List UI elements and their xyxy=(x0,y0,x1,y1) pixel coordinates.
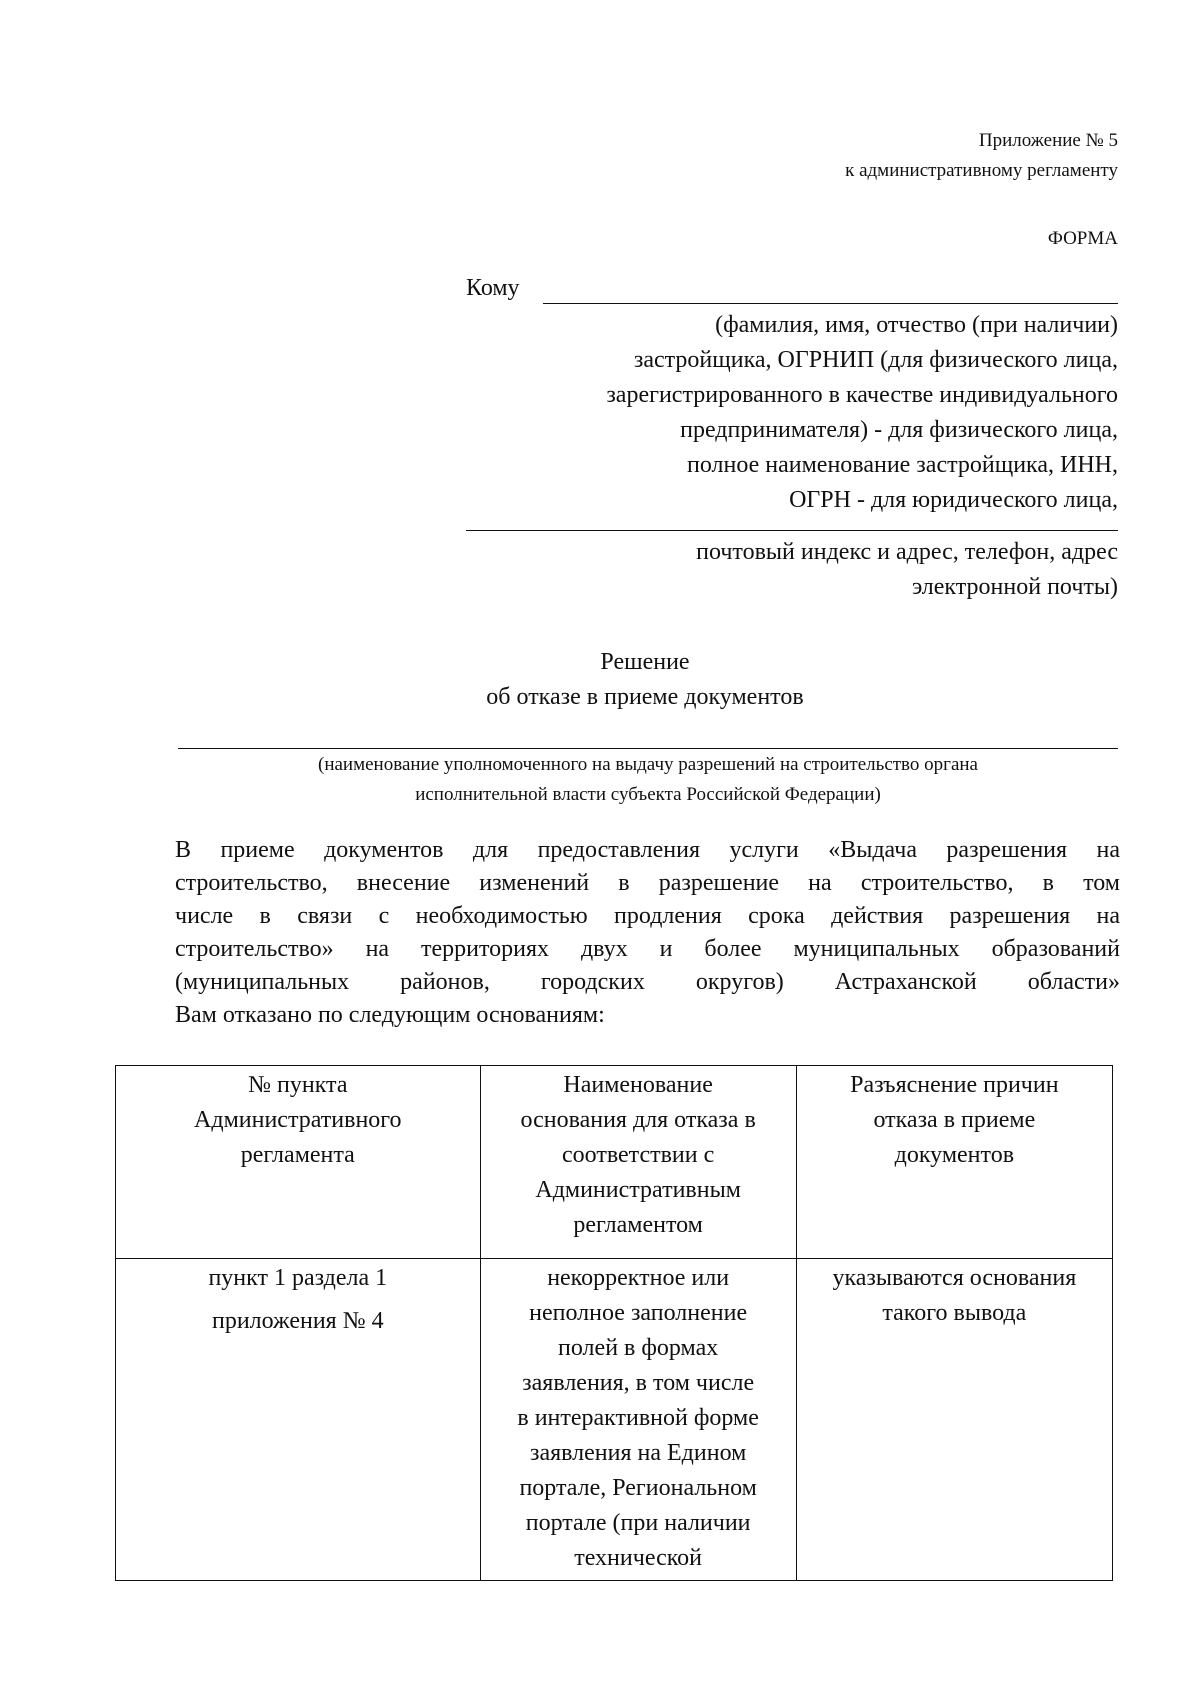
paragraph-line: строительство, внесение изменений в разрешение на строительство, в том xyxy=(175,870,1120,896)
form-label: ФОРМА xyxy=(1047,228,1118,249)
recipient-desc-line: предпринимателя) - для физического лица, xyxy=(680,417,1118,443)
paragraph-line: (муниципальных районов, городских округов) Астраханской области» xyxy=(175,969,1120,995)
cell-text: заявления на Едином xyxy=(529,1440,747,1466)
recipient-row xyxy=(466,275,1118,309)
header-cell-clause xyxy=(116,1066,481,1259)
cell-text: Наименование xyxy=(563,1072,713,1098)
cell-text: документов xyxy=(894,1142,1015,1168)
cell-text: отказа в приеме xyxy=(873,1107,1036,1133)
header-cell-explanation xyxy=(796,1066,1112,1259)
cell-text: Разъяснение причин xyxy=(850,1072,1059,1098)
cell-text: некорректное или xyxy=(547,1265,730,1291)
appendix-header xyxy=(845,126,1118,186)
header-cell-ground xyxy=(480,1066,796,1259)
paragraph-line: числе в связи с необходимостью продления срока действия разрешения на xyxy=(175,903,1120,929)
cell-text: регламентом xyxy=(573,1212,703,1238)
cell-text: приложения № 4 xyxy=(211,1308,384,1334)
paragraph-line: В приеме документов для предоставления услуги «Выдача разрешения на xyxy=(175,837,1120,863)
cell-text: портале (при наличии xyxy=(525,1510,751,1536)
authority-caption-line-1: (наименование уполномоченного на выдачу разрешений на строительство органа xyxy=(318,754,978,775)
appendix-number: Приложение № 5 xyxy=(978,130,1118,151)
recipient-fill-line xyxy=(543,303,1118,304)
appendix-reference: к административному регламенту xyxy=(845,160,1118,181)
document-title xyxy=(0,645,1200,715)
recipient-desc-line: зарегистрированного в качестве индивидуального xyxy=(606,382,1118,408)
recipient-desc-line: полное наименование застройщика, ИНН, xyxy=(686,452,1118,478)
recipient-label: Кому xyxy=(466,275,520,301)
recipient-description xyxy=(606,308,1118,518)
cell-text: соответствии с xyxy=(562,1142,715,1168)
grounds-table xyxy=(115,1065,1113,1581)
cell-text: Административного xyxy=(194,1107,402,1133)
cell-text: в интерактивной форме xyxy=(517,1405,759,1431)
authority-caption xyxy=(178,750,1118,810)
address-fill-line xyxy=(466,530,1118,531)
recipient-desc-line: застройщика, ОГРНИП (для физического лица, xyxy=(633,347,1118,373)
authority-caption-line-2: исполнительной власти субъекта Российской Федерации) xyxy=(415,784,881,805)
refusal-paragraph xyxy=(175,834,1120,1032)
address-description xyxy=(696,535,1118,605)
row-cell-explanation xyxy=(796,1259,1112,1581)
cell-text: портале, Региональном xyxy=(519,1475,757,1501)
paragraph-line: Вам отказано по следующим основаниям: xyxy=(175,1002,605,1028)
recipient-desc-line: (фамилия, имя, отчество (при наличии) xyxy=(715,312,1118,338)
cell-text: указываются основания xyxy=(832,1265,1077,1291)
cell-text: неполное заполнение xyxy=(529,1300,748,1326)
table-row xyxy=(116,1259,1113,1581)
authority-fill-line xyxy=(178,748,1118,749)
cell-text: № пункта xyxy=(248,1072,348,1098)
cell-text: основания для отказа в xyxy=(520,1107,756,1133)
address-desc-line: почтовый индекс и адрес, телефон, адрес xyxy=(696,539,1118,565)
row-cell-clause xyxy=(116,1259,481,1581)
cell-text: полей в формах xyxy=(558,1335,719,1361)
cell-text: пункт 1 раздела 1 xyxy=(208,1265,388,1291)
cell-text: технической xyxy=(574,1545,703,1571)
table-header-row xyxy=(116,1066,1113,1259)
title-line-1: Решение xyxy=(600,649,690,675)
cell-text: такого вывода xyxy=(882,1300,1027,1326)
cell-text: регламента xyxy=(240,1142,355,1168)
address-desc-line: электронной почты) xyxy=(911,574,1118,600)
row-cell-ground xyxy=(480,1259,796,1581)
title-line-2: об отказе в приеме документов xyxy=(486,684,804,710)
recipient-desc-line: ОГРН - для юридического лица, xyxy=(789,487,1118,513)
paragraph-line: строительство» на территориях двух и более муниципальных образований xyxy=(175,936,1120,962)
cell-text: Административным xyxy=(535,1177,741,1203)
cell-text: заявления, в том числе xyxy=(522,1370,755,1396)
